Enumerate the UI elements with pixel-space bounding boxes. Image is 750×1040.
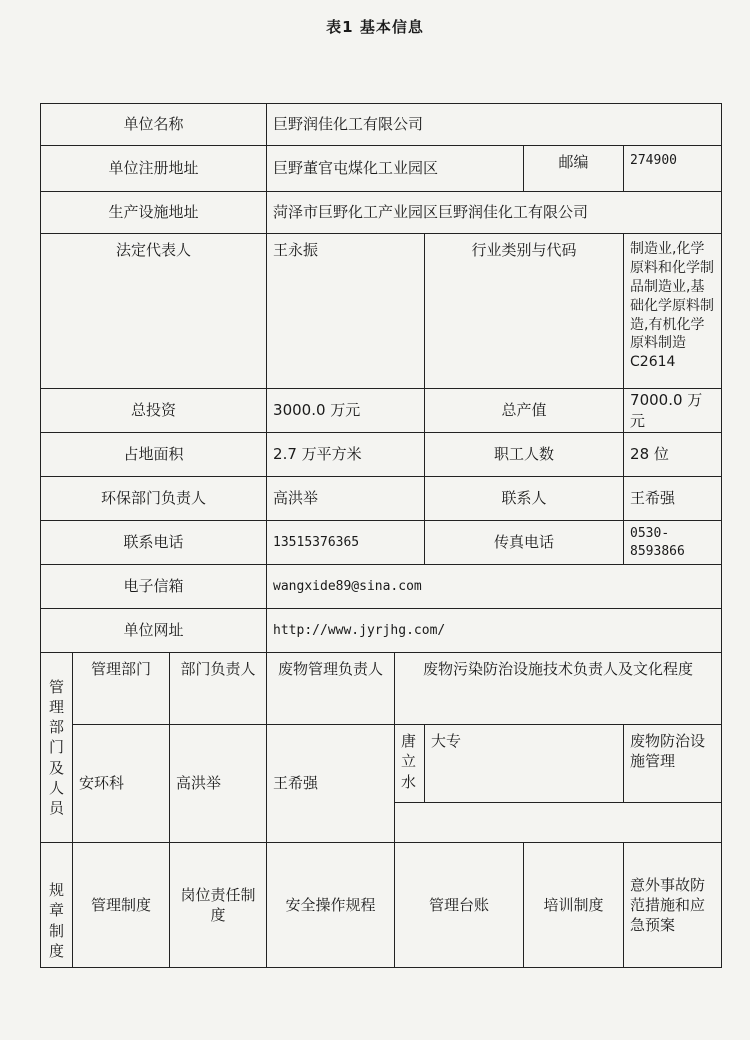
postcode-label: 邮编 bbox=[524, 146, 624, 192]
basic-info-sheet bbox=[40, 103, 722, 968]
dept-head-header: 部门负责人 bbox=[170, 653, 267, 725]
tech-empty-cell bbox=[395, 803, 722, 843]
tech-head-header: 废物污染防治设施技术负责人及文化程度 bbox=[395, 653, 722, 725]
contact-label: 联系人 bbox=[425, 477, 624, 521]
waste-head-header: 废物管理负责人 bbox=[267, 653, 395, 725]
email-value: wangxide89@sina.com bbox=[267, 565, 722, 609]
reg-address-value: 巨野董官屯煤化工业园区 bbox=[267, 146, 524, 192]
rule-item: 培训制度 bbox=[524, 843, 624, 968]
legal-rep-label: 法定代表人 bbox=[41, 234, 267, 389]
industry-value: 制造业,化学原料和化学制品制造业,基础化学原料制造,有机化学原料制造 C2614 bbox=[624, 234, 722, 389]
industry-label: 行业类别与代码 bbox=[425, 234, 624, 389]
waste-head-value: 王希强 bbox=[267, 725, 395, 843]
row-unit-name bbox=[41, 104, 722, 146]
rule-item: 管理制度 bbox=[73, 843, 170, 968]
reg-address-label: 单位注册地址 bbox=[41, 146, 267, 192]
contact-value: 王希强 bbox=[624, 477, 722, 521]
rule-item: 意外事故防范措施和应急预案 bbox=[624, 843, 722, 968]
row-reg-address bbox=[41, 146, 722, 192]
rules-section-label: 规 章 制 度 bbox=[41, 843, 73, 968]
tech-name-value: 唐立水 bbox=[395, 725, 425, 803]
rule-item: 安全操作规程 bbox=[267, 843, 395, 968]
row-rules bbox=[41, 843, 722, 968]
email-label: 电子信箱 bbox=[41, 565, 267, 609]
unit-name-label: 单位名称 bbox=[41, 104, 267, 146]
website-label: 单位网址 bbox=[41, 609, 267, 653]
row-email bbox=[41, 565, 722, 609]
rule-item: 管理台账 bbox=[395, 843, 524, 968]
output-label: 总产值 bbox=[425, 389, 624, 433]
website-value: http://www.jyrjhg.com/ bbox=[267, 609, 722, 653]
fax-label: 传真电话 bbox=[425, 521, 624, 565]
row-management-header bbox=[41, 653, 722, 725]
row-phone bbox=[41, 521, 722, 565]
legal-rep-value: 王永振 bbox=[267, 234, 425, 389]
phone-value: 13515376365 bbox=[267, 521, 425, 565]
postcode-value: 274900 bbox=[624, 146, 722, 192]
output-value: 7000.0 万元 bbox=[624, 389, 722, 433]
dept-head-value: 高洪举 bbox=[170, 725, 267, 843]
page-title: 表1 基本信息 bbox=[326, 18, 424, 36]
row-area bbox=[41, 433, 722, 477]
unit-name-value: 巨野润佳化工有限公司 bbox=[267, 104, 722, 146]
basic-info-table bbox=[40, 103, 722, 968]
env-head-value: 高洪举 bbox=[267, 477, 425, 521]
row-investment bbox=[41, 389, 722, 433]
env-head-label: 环保部门负责人 bbox=[41, 477, 267, 521]
staff-value: 28 位 bbox=[624, 433, 722, 477]
row-facility-address bbox=[41, 192, 722, 234]
area-value: 2.7 万平方米 bbox=[267, 433, 425, 477]
staff-label: 职工人数 bbox=[425, 433, 624, 477]
row-management-values bbox=[41, 725, 722, 803]
investment-label: 总投资 bbox=[41, 389, 267, 433]
phone-label: 联系电话 bbox=[41, 521, 267, 565]
dept-value: 安环科 bbox=[73, 725, 170, 843]
facility-address-value: 菏泽市巨野化工产业园区巨野润佳化工有限公司 bbox=[267, 192, 722, 234]
management-section-label: 管 理 部 门 及 人 员 bbox=[41, 653, 73, 843]
facility-address-label: 生产设施地址 bbox=[41, 192, 267, 234]
row-legal-rep bbox=[41, 234, 722, 389]
tech-duty-value: 废物防治设施管理 bbox=[624, 725, 722, 803]
dept-header: 管理部门 bbox=[73, 653, 170, 725]
rule-item: 岗位责任制度 bbox=[170, 843, 267, 968]
area-label: 占地面积 bbox=[41, 433, 267, 477]
investment-value: 3000.0 万元 bbox=[267, 389, 425, 433]
row-env-head bbox=[41, 477, 722, 521]
tech-edu-value: 大专 bbox=[425, 725, 624, 803]
row-website bbox=[41, 609, 722, 653]
fax-value: 0530-8593866 bbox=[624, 521, 722, 565]
